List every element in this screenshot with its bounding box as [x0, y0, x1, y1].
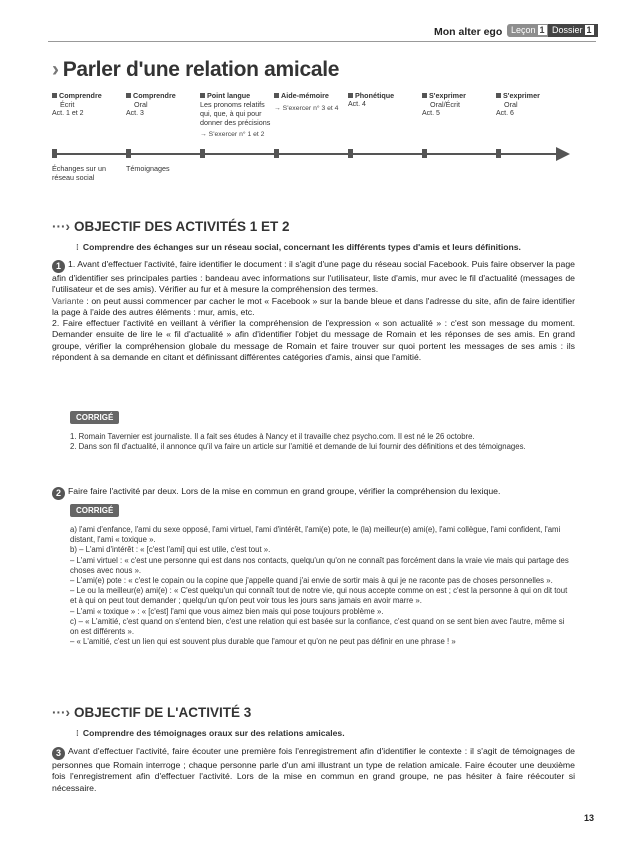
dotted-arrow-icon: ···› — [52, 705, 70, 720]
timeline-tick — [126, 149, 131, 158]
arrow-right-icon — [556, 147, 570, 161]
tl-col-5-title: Phonétique — [355, 91, 395, 100]
activity-3-p: Avant d'effectuer l'activité, faire écouter une première fois l'enregistrement afin d'identifier le contexte : il s'agit de témoignages de personnes que Romain interroge ; chaque personne parle d'un ami illustrant un type de relation amicale. Faire écouter une deuxième fois l'enregistrement afin d'effectuer l'activité. Lors de la mise en commun en grand groupe, ne pas hésiter à faire réécouter si nécessaire. — [52, 746, 575, 793]
tl-col-4-exercise: → S'exercer n° 3 et 4 — [274, 105, 339, 112]
section1-objective: ⁞ Comprendre des échanges sur un réseau social, concernant les différents types d'amis et leurs définitions. — [76, 242, 521, 252]
book-title: Mon alter ego — [434, 26, 503, 38]
square-icon — [274, 93, 279, 98]
section2-objective: ⁞ Comprendre des témoignages oraux sur des relations amicales. — [76, 728, 345, 738]
corrige-2 — [70, 525, 570, 647]
timeline-col-3 — [200, 91, 274, 139]
timeline-tick — [52, 149, 57, 158]
timeline-col-7 — [496, 91, 566, 118]
square-icon — [422, 93, 427, 98]
tl-col-3-title: Point langue — [207, 91, 251, 100]
timeline-col-2 — [126, 91, 196, 118]
timeline-col-4 — [274, 91, 340, 113]
variante-label: Variante — [52, 295, 84, 306]
activity-2-text — [52, 486, 575, 500]
tl-col-2-title: Comprendre — [133, 91, 176, 100]
section1-heading — [52, 219, 290, 234]
corrige-badge: CORRIGÉ — [70, 504, 119, 517]
activity-number-badge: 3 — [52, 747, 65, 760]
corrige-2-line: c) – « L'amitié, c'est quand on s'entend bien, c'est une relation qui est basée sur la confiance, c'est quand on se sent bien avec l'autre, même si on est différents ». — [70, 616, 565, 637]
timeline-tick — [422, 149, 427, 158]
section2-heading — [52, 705, 251, 720]
tl-col-7-act: Act. 6 — [496, 110, 514, 117]
tl-col-1-act: Act. 1 et 2 — [52, 110, 84, 117]
dossier-label: Dossier — [552, 25, 583, 35]
dotted-arrow-icon: ···› — [52, 219, 70, 234]
variante-text: : on peut aussi commencer par cacher le mot « Facebook » sur la bande bleue et dans l'adresse du site, afin de faire identifier la page à l'aide des autres éléments : mur, amis, etc. — [52, 295, 575, 317]
section1-heading-text: OBJECTIF DES ACTIVITÉS 1 ET 2 — [73, 219, 290, 234]
activity-1-p2: 2. Faire effectuer l'activité en veillant à vérifier la compréhension de l'expression « son actualité » : c'est son message du moment. Demander ensuite de lire le « fil d'actualité » afin d'identifier l'objet du message de Romain et les réponses de ses amis. En grand groupe, vérifier la compréhension globale du message de Romain et faire trouver sur quoi portent les messages de ses amis : ils répondent à sa demande en citant et définissant différentes catégories d'amis, ainsi que l'amitié. — [52, 318, 575, 363]
dossier-tab — [548, 24, 598, 37]
timeline-tick — [274, 149, 279, 158]
chevron-right-icon: › — [52, 58, 59, 81]
activity-3-text — [52, 746, 575, 794]
tl-col-3-exercise: → S'exercer n° 1 et 2 — [200, 131, 265, 138]
timeline-col-6 — [422, 91, 492, 118]
corrige-1 — [70, 432, 570, 452]
tl-col-2-sub: Oral — [134, 100, 148, 109]
timeline-tick — [200, 149, 205, 158]
lecon-number: 1 — [539, 25, 545, 35]
tl-col-7-sub: Oral — [504, 100, 518, 109]
timeline-col-1 — [52, 91, 122, 118]
corrige-1-line: 1. Romain Tavernier est journaliste. Il a fait ses études à Nancy et il travaille chez psycho.com. Il est né le 26 octobre. — [70, 432, 475, 441]
page-title-text: Parler d'une relation amicale — [62, 58, 340, 81]
square-icon — [126, 93, 131, 98]
timeline-tick — [496, 149, 501, 158]
page-number: 13 — [584, 813, 595, 823]
activity-1-text — [52, 259, 575, 363]
tl-col-7-title: S'exprimer — [503, 91, 540, 100]
tl-col-6-act: Act. 5 — [422, 110, 440, 117]
corrige-badge: CORRIGÉ — [70, 411, 119, 424]
tl-col-3-body: Les pronoms relatifs qui, que, à qui pour donner des précisions — [200, 100, 271, 127]
corrige-2-line: b) – L'ami d'intérêt : « [c'est l'ami] qui est utile, c'est tout ». — [70, 545, 271, 555]
lecon-label: Leçon — [511, 25, 536, 35]
timeline-below-2: Témoignages — [126, 164, 170, 173]
corrige-2-line: – L'ami(e) pote : « c'est le copain ou la copine que j'appelle quand j'ai envie de sortir mais à qui je ne raconte pas de choses personnelles ». — [70, 576, 553, 586]
activity-1-p1: 1. Avant d'effectuer l'activité, faire identifier le document : il s'agit d'une page du réseau social Facebook. Puis faire observer la page afin d'identifier ses principales parties : bandeau avec informations sur l'utilisateur, liste d'amis, mur avec le fil d'actualité (messages de l'utilisateur et de ses amis). Vérifier au fur et à mesure la compréhension des termes. — [52, 259, 575, 295]
corrige-1-line: 2. Dans son fil d'actualité, il annonce qu'il va faire un article sur l'amitié et demande de lui fournir des définitions et des témoignages. — [70, 442, 526, 452]
tl-col-6-sub: Oral/Écrit — [430, 100, 460, 109]
header-rule — [48, 41, 596, 42]
tl-col-5-act: Act. 4 — [348, 101, 366, 108]
square-icon — [348, 93, 353, 98]
corrige-2-line: a) l'ami d'enfance, l'ami du sexe opposé, l'ami virtuel, l'ami d'intérêt, l'ami(e) pote, le (la) meilleur(e) ami(e), l'ami collègue, l'ami confident, l'ami distant, l'ami « toxique ». — [70, 525, 561, 545]
timeline-tick — [348, 149, 353, 158]
tl-col-6-title: S'exprimer — [429, 91, 466, 100]
tl-col-2-act: Act. 3 — [126, 110, 144, 117]
square-icon — [200, 93, 205, 98]
activity-2-p: Faire faire l'activité par deux. Lors de la mise en commun en grand groupe, vérifier la compréhension du lexique. — [68, 486, 501, 496]
corrige-2-line: – L'ami virtuel : « c'est une personne qui est dans nos contacts, quelqu'un qu'on ne connaît pas forcément dans la vraie vie mais qui partage des choses avec nous ». — [70, 555, 569, 575]
activity-number-badge: 1 — [52, 260, 65, 273]
corrige-2-line: – « L'amitié, c'est un lien qui est souvent plus durable que l'amour et qu'on ne peut pas définir en une phrase ! » — [70, 637, 456, 647]
tl-col-1-title: Comprendre — [59, 91, 102, 100]
dossier-number: 1 — [586, 25, 592, 35]
page-title — [52, 58, 339, 82]
square-icon — [52, 93, 57, 98]
lecon-tab — [507, 24, 551, 37]
section2-heading-text: OBJECTIF DE L'ACTIVITÉ 3 — [73, 705, 252, 720]
tl-col-4-title: Aide-mémoire — [281, 91, 329, 100]
timeline-col-5 — [348, 91, 418, 109]
tl-col-1-sub: Écrit — [60, 100, 75, 109]
square-icon — [496, 93, 501, 98]
activity-number-badge: 2 — [52, 487, 65, 500]
corrige-2-line: – Le ou la meilleur(e) ami(e) : « C'est quelqu'un qui connaît tout de notre vie, qui nous accepte comme on est ; c'est la personne à qui on dit tout et à qui on peut tout demander ; quelqu'un qu'on peut voir tous les jours sans jamais en avoir marre ». — [70, 586, 568, 606]
corrige-2-line: – L'ami « toxique » : « [c'est] l'ami que vous aimez bien mais qui pose toujours problème ». — [70, 606, 384, 616]
timeline-below-1: Échanges sur un réseau social — [52, 164, 106, 182]
